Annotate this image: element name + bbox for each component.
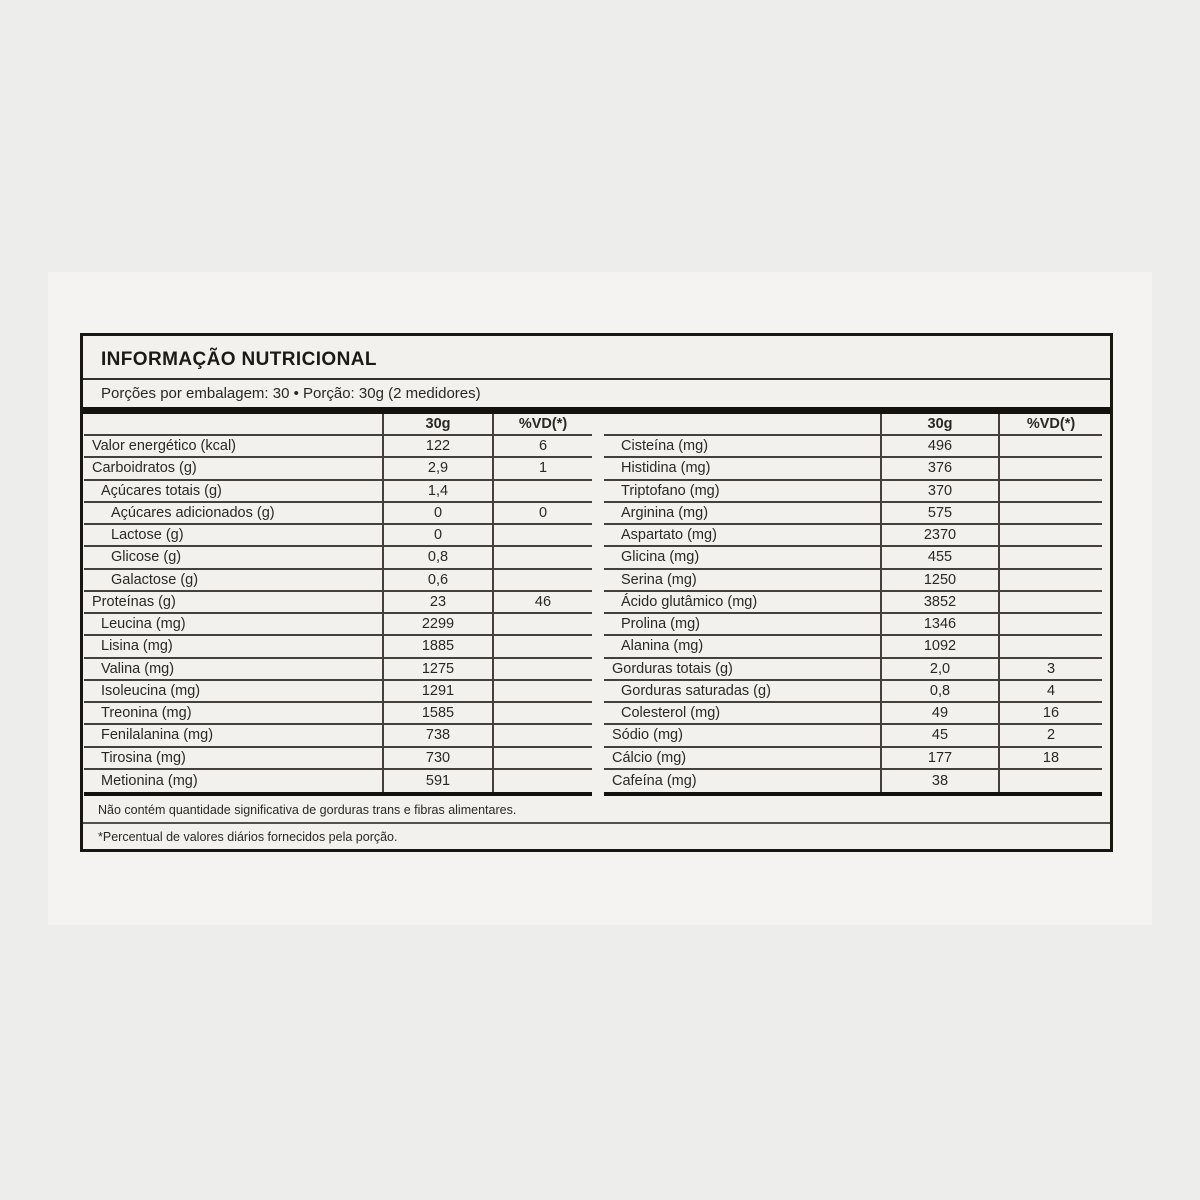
dv-value	[998, 614, 1102, 634]
table-row	[604, 725, 1102, 747]
amount-value: 177	[880, 748, 998, 768]
table-row	[604, 703, 1102, 725]
nutrient-name: Serina (mg)	[621, 571, 697, 588]
dv-value	[998, 636, 1102, 656]
table-row	[604, 614, 1102, 636]
label-title: INFORMAÇÃO NUTRICIONAL	[101, 349, 377, 370]
amount-value: 38	[880, 770, 998, 792]
column-header-empty	[604, 414, 880, 434]
table-row	[84, 614, 592, 636]
nutrient-name: Prolina (mg)	[621, 616, 700, 633]
table-row	[604, 681, 1102, 703]
amount-value: 0,8	[880, 681, 998, 701]
nutrient-name: Carboidratos (g)	[92, 460, 197, 477]
table-row	[84, 547, 592, 569]
nutrient-name: Leucina (mg)	[101, 616, 186, 633]
nutrient-name: Tirosina (mg)	[101, 749, 186, 766]
dv-value: 2	[998, 725, 1102, 745]
amount-value: 0	[382, 503, 492, 523]
footnotes	[83, 796, 1110, 849]
amount-value: 1585	[382, 703, 492, 723]
dv-value	[998, 436, 1102, 456]
amount-value: 3852	[880, 592, 998, 612]
nutrient-name: Cisteína (mg)	[621, 438, 709, 455]
amount-value: 0,6	[382, 570, 492, 590]
nutrient-name: Gorduras saturadas (g)	[621, 682, 771, 699]
nutrient-name: Valor energético (kcal)	[92, 438, 236, 455]
table-row	[84, 770, 592, 792]
nutrient-name: Arginina (mg)	[621, 504, 709, 521]
table-row	[604, 592, 1102, 614]
nutrient-name: Colesterol (mg)	[621, 705, 721, 722]
dv-value	[492, 636, 592, 656]
nutrient-name: Alanina (mg)	[621, 638, 704, 655]
dv-value	[998, 525, 1102, 545]
dv-value	[492, 748, 592, 768]
amount-value: 1,4	[382, 481, 492, 501]
dv-value	[492, 659, 592, 679]
table-row	[84, 748, 592, 770]
nutrient-name: Glicose (g)	[111, 549, 182, 566]
column-header-amount: 30g	[382, 414, 492, 434]
amount-value: 2370	[880, 525, 998, 545]
amount-value: 23	[382, 592, 492, 612]
table-row	[604, 570, 1102, 592]
dv-value	[998, 592, 1102, 612]
nutrient-name: Isoleucina (mg)	[101, 682, 201, 699]
table-row	[84, 725, 592, 747]
dv-value	[998, 547, 1102, 567]
dv-value	[492, 770, 592, 792]
dv-value	[998, 770, 1102, 792]
nutrient-name: Cafeína (mg)	[612, 772, 697, 789]
amount-value: 49	[880, 703, 998, 723]
dv-value	[492, 547, 592, 567]
table-row	[84, 481, 592, 503]
dv-value	[492, 525, 592, 545]
dv-value	[492, 681, 592, 701]
dv-value: 0	[492, 503, 592, 523]
product-image-area	[48, 272, 1152, 925]
dv-value	[492, 725, 592, 745]
nutrient-name: Lisina (mg)	[101, 638, 173, 655]
table-row	[604, 458, 1102, 480]
nutrient-name: Galactose (g)	[111, 571, 199, 588]
table-row	[604, 436, 1102, 458]
amount-value: 455	[880, 547, 998, 567]
amount-value: 376	[880, 458, 998, 478]
dv-value	[998, 458, 1102, 478]
nutrient-name: Ácido glutâmico (mg)	[621, 593, 758, 610]
table-row	[84, 458, 592, 480]
nutrient-name: Lactose (g)	[111, 527, 184, 544]
table-row	[84, 592, 592, 614]
table-row	[604, 659, 1102, 681]
amount-value: 496	[880, 436, 998, 456]
amount-value: 0	[382, 525, 492, 545]
dv-value	[492, 570, 592, 590]
dv-value	[998, 503, 1102, 523]
nutrient-name: Gorduras totais (g)	[612, 660, 733, 677]
dv-value: 4	[998, 681, 1102, 701]
amount-value: 45	[880, 725, 998, 745]
nutrient-name: Açúcares totais (g)	[101, 482, 222, 499]
table-row	[84, 503, 592, 525]
amount-value: 2299	[382, 614, 492, 634]
table-row	[604, 481, 1102, 503]
amount-value: 1291	[382, 681, 492, 701]
column-header-empty	[84, 414, 382, 434]
table-header-row	[604, 414, 1102, 436]
dv-value	[998, 481, 1102, 501]
table-header-row	[84, 414, 592, 436]
amount-value: 1346	[880, 614, 998, 634]
table-row	[84, 436, 592, 458]
column-header-dv: %VD(*)	[492, 414, 592, 434]
table-row	[84, 570, 592, 592]
table-row	[604, 636, 1102, 658]
dv-value	[492, 703, 592, 723]
nutrition-table-left	[84, 414, 592, 796]
header-thick-bar	[83, 407, 1110, 414]
nutrient-name: Fenilalanina (mg)	[101, 727, 214, 744]
amount-value: 1092	[880, 636, 998, 656]
nutrient-name: Histidina (mg)	[621, 460, 711, 477]
dv-value: 16	[998, 703, 1102, 723]
table-row	[84, 636, 592, 658]
amount-value: 370	[880, 481, 998, 501]
amount-value: 1885	[382, 636, 492, 656]
amount-value: 738	[382, 725, 492, 745]
amount-value: 2,0	[880, 659, 998, 679]
amount-value: 0,8	[382, 547, 492, 567]
table-row	[604, 525, 1102, 547]
dv-value	[492, 481, 592, 501]
amount-value: 1250	[880, 570, 998, 590]
nutrient-name: Cálcio (mg)	[612, 749, 687, 766]
amount-value: 1275	[382, 659, 492, 679]
dv-value: 18	[998, 748, 1102, 768]
dv-value: 3	[998, 659, 1102, 679]
nutrient-name: Glicina (mg)	[621, 549, 700, 566]
amount-value: 575	[880, 503, 998, 523]
nutrient-name: Aspartato (mg)	[621, 527, 717, 544]
table-row	[84, 703, 592, 725]
amount-value: 122	[382, 436, 492, 456]
amount-value: 2,9	[382, 458, 492, 478]
label-header	[83, 336, 1110, 378]
dv-value	[492, 614, 592, 634]
tables-row	[83, 414, 1110, 796]
nutrient-name: Proteínas (g)	[92, 593, 176, 610]
amount-value: 730	[382, 748, 492, 768]
servings-line: Porções por embalagem: 30 • Porção: 30g (2 medidores)	[101, 384, 481, 402]
column-header-amount: 30g	[880, 414, 998, 434]
nutrition-table-right	[604, 414, 1102, 796]
column-header-dv: %VD(*)	[998, 414, 1102, 434]
nutrient-name: Metionina (mg)	[101, 772, 198, 789]
dv-value	[998, 570, 1102, 590]
dv-value: 1	[492, 458, 592, 478]
nutrient-name: Sódio (mg)	[612, 727, 683, 744]
table-row	[84, 659, 592, 681]
table-row	[604, 748, 1102, 770]
table-row	[84, 525, 592, 547]
nutrient-name: Açúcares adicionados (g)	[111, 504, 275, 521]
note-trans-fat: Não contém quantidade significativa de gorduras trans e fibras alimentares.	[98, 803, 517, 817]
table-row	[604, 503, 1102, 525]
nutrition-label-card	[80, 333, 1113, 852]
note-dv-explanation: *Percentual de valores diários fornecidos pela porção.	[98, 830, 398, 844]
dv-value: 46	[492, 592, 592, 612]
table-row	[604, 770, 1102, 792]
nutrient-name: Valina (mg)	[101, 660, 175, 677]
nutrient-name: Triptofano (mg)	[621, 482, 720, 499]
nutrient-name: Treonina (mg)	[101, 705, 192, 722]
table-row	[84, 681, 592, 703]
table-row	[604, 547, 1102, 569]
amount-value: 591	[382, 770, 492, 792]
dv-value: 6	[492, 436, 592, 456]
